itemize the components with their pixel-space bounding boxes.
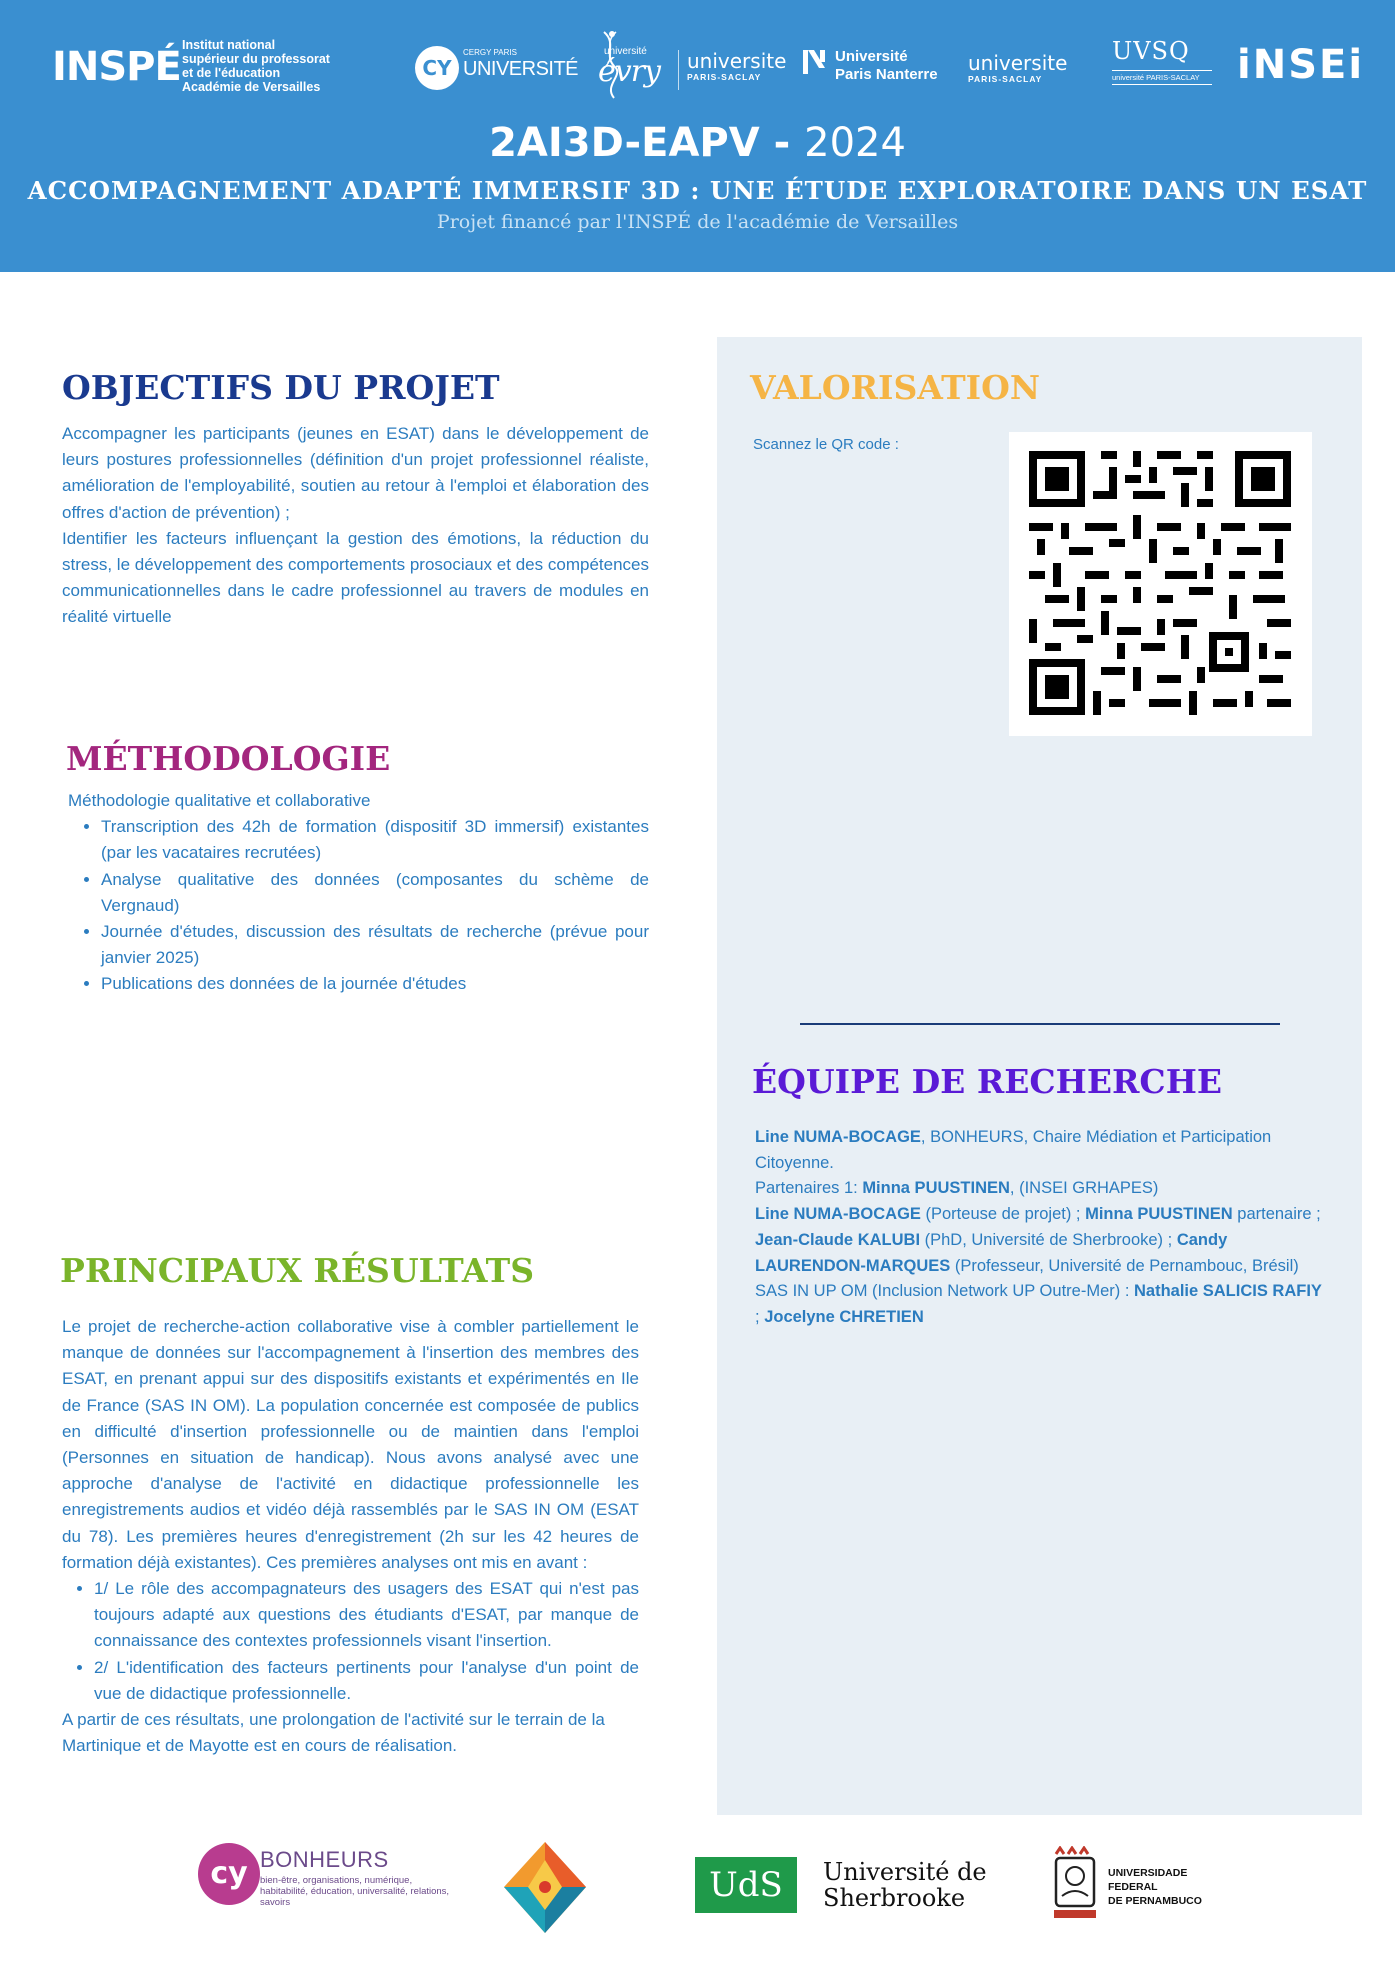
paris-nanterre-logo: Université Paris Nanterre [803,46,953,86]
nanterre-mark-icon [803,50,825,74]
methodologie-intro: Méthodologie qualitative et collaborative [68,791,371,810]
qr-label: Scannez le QR code : [753,436,899,453]
equipe-title: ÉQUIPE DE RECHERCHE [752,1062,1223,1101]
poster-title [0,118,1395,168]
section-divider [800,1023,1280,1025]
list-item: • Journée d'études, discussion des résultats de recherche (prévue pour janvier 2025) [101,919,649,971]
inspe-logo-subtitle: Institut national supérieur du professorat et de l'éducation Académie de Versailles [182,38,330,94]
ufpe-logo: UNIVERSIDADE FEDERAL DE PERNAMBUCO [1050,1846,1230,1926]
valorisation-title: VALORISATION [750,368,1040,407]
list-item: • Analyse qualitative des données (composantes du schème de Vergnaud) [101,867,649,919]
evry-universite-logo: université évry [594,30,674,100]
methodologie-title: MÉTHODOLOGIE [66,739,391,778]
uvsq-logo: UVSQ université PARIS-SACLAY [1112,38,1212,92]
diamond-emblem-logo [502,1840,588,1935]
paris-saclay-logo-2: universite PARIS-SACLAY [968,51,1068,84]
ufpe-crest-icon [1050,1846,1100,1926]
methodologie-list [68,814,649,997]
methodologie-text [68,788,649,998]
project-year: 2024 [804,120,906,166]
resultats-intro: Le projet de recherche-action collaborative vise à combler partiellement le manque de données sur l'accompagnement à l'insertion des membres des ESAT, en prenant appui sur des dispositifs existants et expérimentés en Ile de France (SAS IN OM). La population concernée est composée de publics en difficulté d'insertion professionnelle ou de maintien dans l'emploi (Personnes en situation de handicap). Nous avons analysé avec une approche d'analyse de l'activité en didactique professionnelle les enregistrements audios et vidéo déjà rassemblés par le SAS IN OM (ESAT du 78). Les premières heures d'enregistrement (2h sur les 42 heures de formation déjà existantes). Ces premières analyses ont mis en avant : [62,1317,639,1572]
bonheurs-logo: cy BONHEURS bien-être, organisations, numérique, habitabilité, éducation, universalité, relations, savoirs [198,1843,458,1923]
inspe-logo-word: INSPÉ [52,44,181,90]
objectifs-paragraph: Accompagner les participants (jeunes en ESAT) dans le développement de leurs postures professionnelles (définition d'un projet professionnel réaliste, amélioration de l'employabilité, soutien au retour à l'emploi et élaboration des offres d'action de prévention) ; [62,424,649,522]
inspe-logo [52,38,342,98]
equipe-text [755,1125,1330,1331]
insei-logo: iNSEi [1237,42,1365,88]
project-code: 2AI3D-EAPV - [489,120,791,166]
team-line: Line NUMA-BOCAGE (Porteuse de projet) ; Minna PUUSTINEN partenaire ; Jean-Claude KALUBI (PhD, Université de Sherbrooke) ; Candy LAURENDON-MARQUES (Professeur, Université de Pernambouc, Brésil) [755,1205,1321,1275]
objectifs-title: OBJECTIFS DU PROJET [62,368,500,407]
list-item: • 2/ L'identification des facteurs pertinents pour l'analyse d'un point de vue de didactique professionnelle. [94,1655,639,1707]
team-line: Line NUMA-BOCAGE, BONHEURS, Chaire Médiation et Participation Citoyenne. [755,1128,1272,1172]
resultats-text [62,1314,639,1759]
funding-note: Projet financé par l'INSPÉ de l'académie de Versailles [436,211,959,233]
poster-subtitle: ACCOMPAGNEMENT ADAPTÉ IMMERSIF 3D : UNE ÉTUDE EXPLORATOIRE DANS UN ESAT [27,176,1368,205]
sherbrooke-logo: UdS Université de Sherbrooke [695,1857,995,1917]
qr-code-icon [1009,432,1312,736]
team-line: SAS IN UP OM (Inclusion Network UP Outre-Mer) : Nathalie SALICIS RAFIY ; Jocelyne CHRETIEN [755,1282,1322,1326]
resultats-conclusion: A partir de ces résultats, une prolongation de l'activité sur le terrain de la Martinique et de Mayotte est en cours de réalisation. [62,1710,605,1756]
objectifs-paragraph: Identifier les facteurs influençant la gestion des émotions, la réduction du stress, le développement des comportements prosociaux et des compétences communicationnelles dans le cadre professionnel au travers de modules en réalité virtuelle [62,528,649,627]
qr-code[interactable] [1009,432,1312,736]
team-line: Partenaires 1: Minna PUUSTINEN, (INSEI GRHAPES) [755,1179,1159,1198]
header-banner [0,0,1395,272]
paris-saclay-logo: universite PARIS-SACLAY [678,50,787,90]
diamond-emblem-icon [502,1840,588,1935]
list-item: • Publications des données de la journée d'études [101,971,649,997]
list-item: • 1/ Le rôle des accompagnateurs des usagers des ESAT qui n'est pas toujours adapté aux questions des étudiants d'ESAT, par manque de connaissance des contextes professionnels visant l'insertion. [94,1576,639,1655]
resultats-list [62,1576,639,1707]
list-item: • Transcription des 42h de formation (dispositif 3D immersif) existantes (par les vacataires recrutées) [101,814,649,866]
cy-universite-logo: CY CERGY PARIS UNIVERSITÉ [415,44,565,94]
resultats-title: PRINCIPAUX RÉSULTATS [60,1251,535,1290]
objectifs-text [62,421,649,631]
